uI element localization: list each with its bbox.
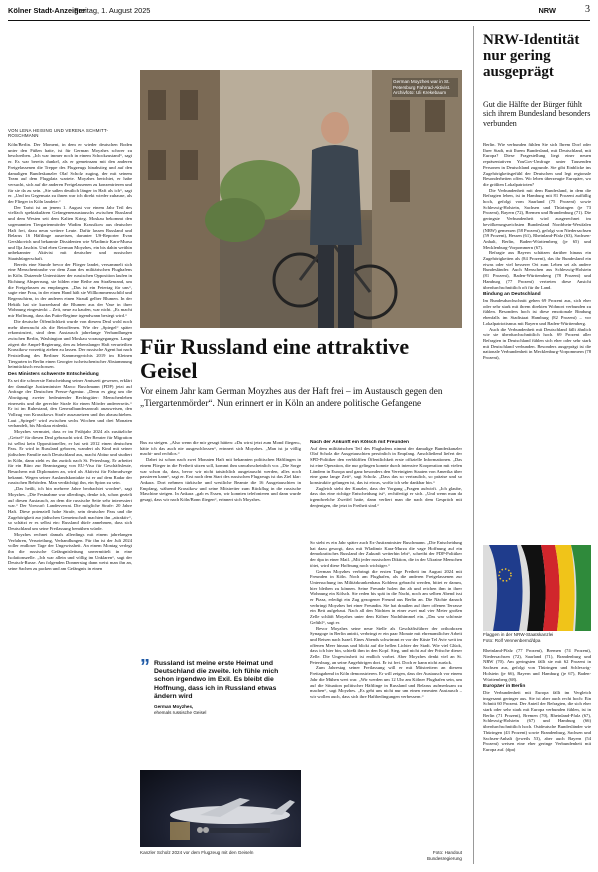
photo-caption — [483, 632, 591, 643]
paragraph: So sieht es ein Jahr später auch Ex-Justizminister Buschmann. „Die Entscheidung hat dazu gesorgt, dass mit Wladimir Kara-Murza die vage Hoffnung auf ein demokratisches Russland der Zukunft weiterhin lebt“, schreibt der FDP-Politiker der dpa in einer Mail. „Mit jeder russischen Diktion, die in der Ukraine Menschen tötet, wird diese Hoffnung noch wichtiger.“ — [310, 540, 462, 568]
paragraph: German Moyzhes verbringt die ersten Tage Freiheit im August 2024 mit Freunden in Köln. Noch am Flughafen, als die anderen Freigelassenen zur Untersuchung ins Militärkrankenhaus Koblenz gebracht werden, bittet er darum, hier bleiben zu können. Seine Freunde holen ihn ab und reichen ihm in ihrer Wohnung ein Kölsch. Sie reden bis spät in die Nacht, noch am selben Abend isst er Pizza, erledigt ein Zug gezogener Freund aus Berlin an. Die Nächte danach verbringt Moyzhes bei einer Freundin. Sie hat draußen auf ihrer offenen Terrasse ein Bett aufgebaut. Nach all den Nächten in einer zwei mal vier Meter großen Zelle schläft Moyzhes unter dem Kölner Nachthimmel ein. „Das war schönste Gefühl“, sagt er. — [310, 568, 462, 625]
paragraph: Köln/Berlin. Der Moment, in dem er wieder deutschen Boden unter den Füßen hatte, ist für German Moyzhes schwer zu beschreiben. „Ich war immer noch in einem Schockzustand“, sagt er. Es war bereits dunkel, als er gemeinsam mit den anderen Freigelassenen die Treppe des Flugzeugs hinabstieg und auf den damaligen Bundeskanzler Olaf Scholz zuging, der mit seinem Team auf dem Flugplatz wartete. Moyzhes berichtet, er habe versucht, sich auf die anderen Freigelassenen zu konzentrieren und für sie da zu sein. „Sie saßen deutlich länger in Haft als ich“, sagt er. „Und im Gegensatz zu ihnen war ich direkt wieder zuhause, als der Flieger in Köln landete.“ — [8, 142, 132, 205]
paragraph: Es sei die schwerste Entscheidung seiner Amtszeit gewesen, erklärt der damalige Justizminister Marco Buschmann (FDP) jetzt auf Anfrage der Deutschen Presse-Agentur. „Denn es ging um die Abwägung zweier bedeutender Rechtsgüter: Menschenleben einerseits und die gerechte Strafe für einen Mörder andererseits.“ Er ist im Ruhestand, den Generalbundesanwalt anzuweisen, den Vollzug von Krassikows Strafe auszusetzen und ihn abzuschieben. Laut „Spiegel“ wird zwischen sechs Wochen und drei Monaten verhandelt, bis Moskau einlenkt. — [8, 377, 132, 429]
article-column-2 — [140, 440, 301, 654]
column-separator — [473, 26, 474, 864]
pull-quote-text: Russland ist meine erste Heimat und Deutschland die zweite. Ich fühle mich schon irgendwo im Exil. Es bleibt die Hoffnung, dass ich in Russland etwas ändern wird — [154, 660, 279, 700]
paragraph: Im Bundesdurchschnitt gehen 69 Prozent aus, sich eher oder sehr stark mit ihrem direkten Wohnort verbunden zu fühlen. Besonders hoch ist diese emotionale Bindung ebenfalls im Stadtstaat Hamburg (82 Prozent) – vor Lokalpatriotismus mit Bayern und Baden-Württemberg. — [483, 297, 591, 326]
photo-illustration-plane — [140, 770, 301, 847]
paragraph: Befragte aus Bayern schätzen darüber hinaus ein Zugehörigkeiten als (84 Prozent), das ihr Bundesland ein etwas oder viel besserer Ort zum Leben sei als andere Bundesländer. Auch Menschen aus Schleswig-Holstein (81 Prozent), Baden-Württemberg (78 Prozent) und Hamburg (77 Prozent) vertreten diese Ansicht überdurchschnittlich oft für ihr Land. — [483, 250, 591, 290]
paragraph: Zugleich steht der Kanzler, dass der Vorgang „Fragen aufwirft. „Ich glaube, dass das eine richtige Entscheidung ist“, rechtfertigt er sich. „Und wenn man da irgendwelche Zweifel hatte, dann verliert man die nach dem Gespräch mit denjenigen, die jetzt in Freiheit sind.“ — [310, 485, 462, 508]
quote-mark-icon: ” — [140, 656, 150, 678]
article-deck: Vor einem Jahr kam German Moyzhes aus der Haft frei – im Austausch gegen den „Tiergartenmörder“. Nun erinnert er in Köln an andere politische Gefangene — [140, 386, 443, 408]
paragraph: Rheinland-Pfalz (77 Prozent), Bremen (74 Prozent), Niedersachsen (72), Saarland (71), Brandenburg und NRW (70). Am geringsten fällt sie mit 62 Prozent in Sachsen aus, gefolgt von Thüringen und Schleswig-Holstein (je 66), Bayern und Hamburg (je 67), Baden-Württemberg (68). — [483, 648, 591, 682]
sidebar-column-lower — [483, 648, 591, 866]
page-header — [8, 4, 590, 18]
paragraph: Bereits eine Stunde bevor der Flieger landet, versammelt sich eine Menschentraube vor dem Zaun des militärischen Flughafens in Köln. Dutzende Unterstützer der russischen Opposition laufen in Richtung Absperrung, sie bilden eine Reihe am Straßenrand, um die Freigelassen zu empfangen. „Das ist ein Feiertag für uns“, sagte eine Frau, in der einen Hand hält sie Willkommensschild und Regenschirm, in der anderen einen Strauß gelber Blumen. In der Hektik hat sie kurzerhand die Blumen aus der Vase in ihrer Wohnung eingesteckt – Zeit, neue zu kaufen, war nicht. „Es macht mir Hoffnung, dass das Putin-Regime irgendwann besiegt wird.“ — [8, 261, 132, 319]
pull-quote — [140, 658, 301, 720]
subheading: Nach der Ankunft ein Kölsch mit Freunden — [310, 440, 409, 445]
photo-credit: Foto: Rolf Vennenbernd/dpa — [483, 637, 541, 643]
paragraph: Auch die Verbundenheit mit Deutschland fällt ähnlich wie sie überdurchschnittlich hoch. 69 Prozent aller Befragten in Deutschland fühlen sich eher oder sehr stark mit Deutschland verbunden. Besonders ausgeprägt ist die nationale Verbundenheit in Mecklenburg-Vorpommern (78 Prozent), — [483, 326, 591, 361]
paragraph: Zum Jahrestag seiner Freilassung will er mit Mitstreitern an diesem Freitagabend in Köln demonstrieren. Er will zeigen, dass der Austausch vor einem Jahr die Mühen wert war. „Wir werden um 12 Uhr am Kölner Flughafen sein, um auf die Situation politischer Häftlinge in Russland und Belarus aufmerksam zu machen“, sagt Moyzhes. „Es geht uns nicht nur um einen erneuten Austausch – wir wollen auch, dass sich ihre Haftbedingungen verbessern.“ — [310, 665, 462, 699]
secondary-photo — [140, 770, 301, 847]
page-number: 3 — [585, 4, 590, 15]
paragraph: Die Verbundenheit mit dem Bundesland, in dem die Befragten leben, ist in Hamburg mit 81 Prozent auffällig hoch, gefolgt vom Saarland (75 Prozent) sowie Schleswig-Holstein, Sachsen und Thüringen (je 73 Prozent), Bayern (72), Bremen und Brandenburg (71). Die geringste Verbundenheit wird ausgerechnet im bevölkerungsreichsten Bundesland Nordrhein-Westfalen (NRW) gemessen (58 Prozent), gefolgt von Niedersachsen (59 Prozent), Hessen (61), Rheinland-Pfalz (63), Sachsen-Anhalt, Berlin, Baden-Württemberg (je 65) und Mecklenburg-Vorpommern (67). — [483, 187, 591, 250]
article-column-3 — [310, 540, 462, 768]
photo-illustration-flags — [483, 545, 591, 631]
main-photo — [140, 70, 462, 328]
article-headline: Für Russland eine attraktive Geisel — [140, 334, 410, 383]
paragraph: „Das heißt, ich bin mehrere Jahre beobachtet worden“, sagt Moyzhes. „Die Festnahme war allerdings, denke ich, schon gezielt auf diesen Austausch, an dem die russische Seite sehr interessiert war.“ Der Vorwurf: Landesverrat. Die mögliche Strafe: 20 Jahre Haft. Diese potenziell hohe Strafe, sein deutscher Pass und die Zugehörigkeit zur jüdischen Gemeinschaft machten ihn „attraktiv“, so schätzt er es selbst ein: Russland dürfe annehmen, dass sich Deutschland um seine Freilassung bemühen würde. — [8, 486, 132, 532]
pull-quote-name: German Moyzhes, — [154, 704, 194, 709]
paragraph: Moyzhes vermutet, dass er im Frühjahr 2024 als zusätzliche „Geisel“ für diesen Deal gebraucht wird. Der Berater für Migration ist selbst kein Oppositioneller, er hat seit 2012 einen deutschen Pass. Er wird in Russland geboren, wandert als Kind mit seiner jüdischen Familie nach Deutschland aus, macht Abitur und studiert in Köln, dann zieht es ihn zurück nach St. Petersburg. Er arbeitet für ein Büro zur Beantragung von EU-Visa für Geschäftsleute, Besuchern mit Diplomaten an, wird als Aktivist für Fahrradwege bekannt. Wegen seiner Auslandskontakte ist er auf dem Radar der russischen Behörden. Man verdächtigt ihn, ein Spion zu sein. — [8, 429, 132, 486]
header-rule — [8, 20, 590, 21]
issue-date: Freitag, 1. August 2025 — [74, 6, 151, 15]
subheading: Des Ministers schwerste Entscheidung — [8, 372, 99, 378]
paragraph: Moyzhes rechnet damals allerdings mit einem jahrelangen Verfahren, Verurteilung, Verhandlungen. Für ihn ist der Juli 2024 voller endloser Tage der Ungewissheit. An einem Montag verlegt ihn die russische Gefängnisleitung unvermittelt in eine Isolationszelle. „Ich war allein und völlig im Unklaren“, sagt der Deutsch-Russe. Am folgenden Donnerstag dann weist man ihn an, seine Sachen zu packen und am Gefängnis in einen — [8, 531, 132, 572]
pull-quote-role: ehemals russische Geisel — [154, 709, 207, 715]
sidebar-title: NRW-Identität nur gering ausgeprägt — [483, 32, 580, 80]
photo-caption-text: Flaggen in der NRW-Staatskanzlei — [483, 632, 554, 637]
article-column-1 — [8, 142, 132, 864]
paragraph: Auf dem militärischen Teil des Flughafens nimmt der damalige Bundeskanzler Olaf Scholz die Ausgetauschten persönlich in Empfang. Anschließend liefert der SPD-Politiker den verblüfften Öffentlichkeit erste offizielle Informationen. „Das ist eine Operation, die nur gelingen konnte durch intensive Kooperation mit vielen Ländern in Europa und ganz besonders den Vereinigten Staaten von Amerika über eine ganz lange Zeit“, sagt Scholz. „Dass das so vertraulich, so präzise und so konstruktiv gelungen ist, das ist etwas, wofür ich sehr dankbar bin.“ — [310, 445, 462, 485]
paragraph: Bevor Moyzhes seine neue Stelle als Geschäftsführer der orthodoxen Synagoge in Berlin antritt, verbringt er ein paar Monate mit ehrenamtlicher Arbeit und Reisen nach Israel. Eines Abends schwimmt er vor der Küste Tel Aviv weit im offenen Meer hinaus und blickt auf die hellen Lichter der Stadt. Wie viel Glück, dass ich hier bin, schießt ihm in den Kopf. Sieg, und nicht auf der Pritsche dieser Zelle. Die Ungewissheit ist endlich vorbei. Aber Moyzhes denkt viel an St. Petersburg, an seine Angehörigen dort. Er ist frei. Doch er kann nicht zurück. — [310, 625, 462, 665]
paragraph: Der Tarist ist an jenem 1. August vor einem Jahr Teil des vielfach spektakulären Gefangenenaustauschs zwischen Russland und dem Westen seit dem Kalten Krieg. Moskau bekommt den sogenannten Tiergartenmörder Wadim Krassikow aus deutscher Haft frei, dazu neun weitere Leute. Dafür lassen Russland und Belarus 16 Häftlinge ausreisen, darunter US-Reporter Evan Gershkovich und bekannte Dissidenten wie Wladimir Kara-Mursa und Ilja Jaschin. Und eben German Moyzhes, ein bis dahin weithin unbekannter Aktivist mit deutscher und russischer Staatsbürgerschaft. — [8, 204, 132, 262]
byline: VON LENA HEISING UND VERENA SCHMITT-ROSCHMANN — [8, 128, 109, 139]
photo-caption: Kanzler Scholz 2024 vor dem Flugzeug mit den Geiseln — [140, 850, 254, 855]
publication-name: Kölner Stadt-Anzeiger — [8, 6, 86, 15]
paragraph: Die deutsche Öffentlichkeit wurde von diesem Deal wohl noch mehr überrascht als die Betroffenen. Wie der „Spiegel“ später rekonstruiert, sind dem Austausch jahrelange Verhandlungen zwischen Berlin, Washington und Moskau vorausgegangen. Lange zögert die Ampel-Regierung, den zu lebenslanger Haft verurteilten Krassikow vorzeitig ziehen zu lassen. Der russische Agent hat nach Feststellung des Berliner Kammergerichts 2019 im Kleinen Tiergarten in Berlin einen Georgier tschetschenischer Abstammung heimtückisch erschossen. — [8, 318, 132, 370]
paragraph: Berlin. Wie verbunden fühlen Sie sich Ihrem Dorf oder Ihrer Stadt, mit Ihrem Bundesland, mit Deutschland, mit Europa? Diese Fragestellung liegt einer neuen repräsentativen YouGov-Umfrage unter Tausenden Personen in Deutschland zugrunde. Sie gibt Einblicke ins Zugehörigkeitsgefühl der Deutschen und legt regionale Besonderheiten offen. Wo leben überzeugte Europäer, wo die größten Lokalpatrioten? — [483, 142, 591, 187]
subheading: Bindung an Deutschland — [483, 292, 541, 298]
photo-illustration-street — [140, 70, 462, 328]
subheading: Europäer in Berlin — [483, 684, 526, 690]
paragraph: Die Verbundenheit mit Europa fällt im Vergleich insgesamt geringer aus. Sie ist aber auch recht hoch: Ein Schnitt 60 Prozent. Der Anteil der Befragten, die sich eher stark oder sehr stark mit Europa verbunden fühlen, ist in Berlin (71 Prozent), Bremen (70), Rheinland-Pfalz (67), Schleswig-Holstein (67) und Hamburg (66) überdurchschnittlich hoch. Ostdeutsche Bundesländer wie Thüringen (43 Prozent) sowie Brandenburg, Sachsen und Sachsen-Anhalt (jeweils 53), aber auch Bayern (54 Prozent) weisen eine eher geringe Verbundenheit mit Europa auf. (dpa) — [483, 689, 591, 752]
photo-caption: German Moyzhes war in St. Petersburg Fahrrad-Aktivist. Archivfoto: Uli Krekebaum — [392, 78, 458, 97]
photo-credit: Foto: Handout Bundesregierung — [427, 850, 462, 861]
pull-quote-author — [154, 704, 300, 715]
sidebar-deck: Gut die Hälfte der Bürger fühlt sich ihrem Bundesland besonders verbunden — [483, 100, 591, 128]
sidebar-column — [483, 142, 591, 542]
paragraph: Bus zu steigen. „Also wenn die mir gesagt hätten: «Du wirst jetzt zum Mond fliegen», hätte ich das auch nie ausgeschlossen“, erinnert sich Moyzhes. „Man ist ja völlig macht- und rechtlos.“ — [140, 440, 301, 457]
paragraph: Dabei ist schon nach zwei Monaten Haft mit bekannten politischen Häftlingen in einem Flieger in die Freiheit sitzen soll, kommt ihm unwahrscheinlich vor. „Die Sorge war schon da, dass, bevor wir nicht tatsächlich ausgetauscht werden, alles noch passieren kann“, sagt er. Erst nach dem Start des russischen Flugzeugs ist das Ziel klar: Ankara. Dort nehmen türkische und westliche Beamte die 16 Ausgetauschten in Empfang, während Krassikow und seine Mitstreiter zum Rückflug in die russische Maschine steigen. In Ankara „gab es Essen, wir konnten telefonieren und dann wurde gesagt, dass wir nach Köln/Bonn fliegen“, erinnert sich Moyzhes. — [140, 457, 301, 503]
flags-photo — [483, 545, 591, 631]
section-name: NRW — [538, 6, 556, 15]
